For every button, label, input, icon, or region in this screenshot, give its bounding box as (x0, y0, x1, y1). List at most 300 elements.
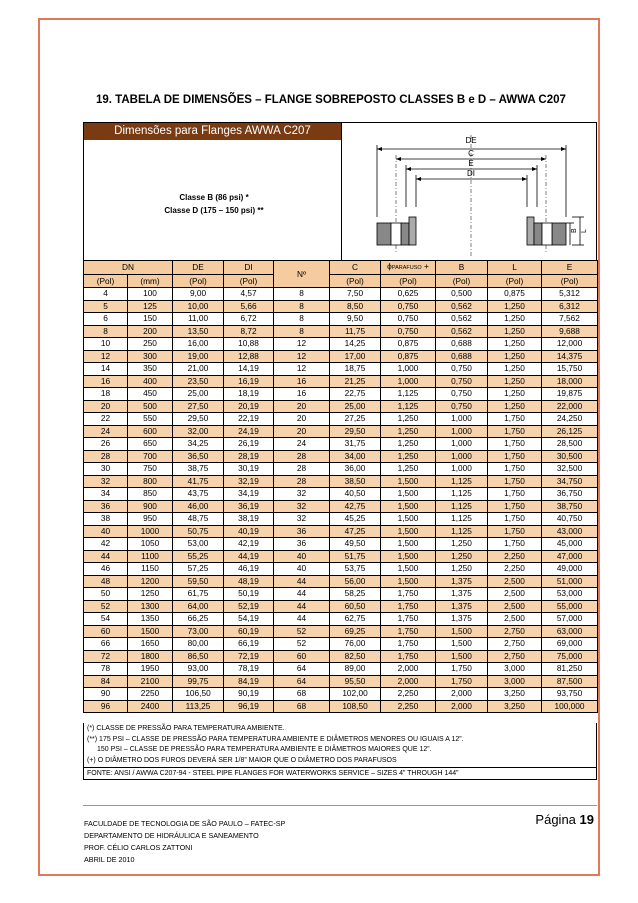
table-cell: 106,50 (173, 688, 224, 701)
table-cell: 11,75 (330, 325, 381, 338)
table-cell: 43,75 (173, 488, 224, 501)
table-row (84, 600, 598, 613)
table-cell: 800 (128, 475, 173, 488)
table-cell: 41,75 (173, 475, 224, 488)
table-cell: 1,250 (488, 300, 542, 313)
table-cell: 1,250 (436, 550, 488, 563)
col-e: E (542, 261, 598, 275)
table-cell: 29,50 (330, 425, 381, 438)
table-cell: 2,500 (488, 613, 542, 626)
table-cell: 86,50 (173, 650, 224, 663)
table-cell: 36,50 (173, 450, 224, 463)
unit-phi: (Pol) (381, 275, 436, 288)
table-cell: 93,750 (542, 688, 598, 701)
table-cell: 2400 (128, 700, 173, 713)
table-row (84, 675, 598, 688)
table-row (84, 663, 598, 676)
table-cell: 24,19 (224, 425, 274, 438)
table-cell: 42 (84, 538, 128, 551)
label-di: DI (467, 169, 475, 178)
table-cell: 14,375 (542, 350, 598, 363)
table-cell: 0,500 (436, 288, 488, 301)
page-label: Página (535, 812, 576, 827)
table-row (84, 700, 598, 713)
table-cell: 22,19 (224, 413, 274, 426)
table-cell: 450 (128, 388, 173, 401)
table-cell: 59,50 (173, 575, 224, 588)
table-cell: 34,00 (330, 450, 381, 463)
table-row (84, 338, 598, 351)
unit-b: (Pol) (436, 275, 488, 288)
table-cell: 96 (84, 700, 128, 713)
table-cell: 0,688 (436, 338, 488, 351)
table-row (84, 463, 598, 476)
table-row (84, 413, 598, 426)
label-b: B (571, 228, 578, 233)
source-note: FONTE: ANSI / AWWA C207-94 - STEEL PIPE FLANGES FOR WATERWORKS SERVICE – SIZES 4” THROUGH 144” (83, 767, 597, 780)
table-cell: 36,19 (224, 500, 274, 513)
table-cell: 25,00 (173, 388, 224, 401)
table-cell: 1,250 (381, 413, 436, 426)
table-cell: 7,50 (330, 288, 381, 301)
table-cell: 53,75 (330, 563, 381, 576)
table-cell: 53,000 (542, 588, 598, 601)
table-cell: 73,00 (173, 625, 224, 638)
table-cell: 96,19 (224, 700, 274, 713)
note-1: (*) CLASSE DE PRESSÃO PARA TEMPERATURA AMBIENTE. (87, 725, 285, 732)
table-cell: 30 (84, 463, 128, 476)
table-row (84, 638, 598, 651)
table-cell: 40,750 (542, 513, 598, 526)
table-row (84, 388, 598, 401)
table-cell: 30,500 (542, 450, 598, 463)
table-cell: 1050 (128, 538, 173, 551)
table-cell: 1,750 (381, 588, 436, 601)
table-cell: 44,19 (224, 550, 274, 563)
note-4: (+) O DIÂMETRO DOS FUROS DEVERÁ SER 1/8” MAIOR QUE O DIÂMETRO DOS PARAFUSOS (87, 756, 397, 764)
table-cell: 1800 (128, 650, 173, 663)
table-row (84, 613, 598, 626)
table-cell: 1150 (128, 563, 173, 576)
table-cell: 28 (274, 475, 330, 488)
table-cell: 34,750 (542, 475, 598, 488)
table-cell: 1,750 (488, 525, 542, 538)
unit-di: (Pol) (224, 275, 274, 288)
table-cell: 600 (128, 425, 173, 438)
class-d-label: Classe D (175 – 150 psi) ** (164, 206, 264, 215)
table-cell: 49,50 (330, 538, 381, 551)
table-cell: 68 (274, 700, 330, 713)
table-cell: 400 (128, 375, 173, 388)
table-cell: 0,750 (381, 325, 436, 338)
table-cell: 19,00 (173, 350, 224, 363)
table-cell: 22,000 (542, 400, 598, 413)
table-cell: 28 (274, 463, 330, 476)
table-cell: 350 (128, 363, 173, 376)
col-l: L (488, 261, 542, 275)
table-cell: 46,00 (173, 500, 224, 513)
table-cell: 1,125 (436, 513, 488, 526)
table-cell: 1,500 (381, 475, 436, 488)
table-cell: 26 (84, 438, 128, 451)
table-cell: 1,250 (488, 400, 542, 413)
table-row (84, 375, 598, 388)
table-cell: 8,50 (330, 300, 381, 313)
table-cell: 1,250 (381, 450, 436, 463)
table-cell: 4 (84, 288, 128, 301)
table-unit-row (84, 275, 598, 288)
page-number (535, 812, 594, 827)
table-cell: 72 (84, 650, 128, 663)
table-cell: 10,00 (173, 300, 224, 313)
table-cell: 26,125 (542, 425, 598, 438)
table-cell: 78 (84, 663, 128, 676)
table-cell: 1,000 (436, 413, 488, 426)
table-cell: 1,750 (488, 475, 542, 488)
table-cell: 28,19 (224, 450, 274, 463)
table-cell: 0,750 (381, 300, 436, 313)
table-cell: 48,19 (224, 575, 274, 588)
table-cell: 62,75 (330, 613, 381, 626)
table-cell: 1,125 (436, 525, 488, 538)
table-cell: 44 (274, 588, 330, 601)
unit-dn-pol: (Pol) (84, 275, 128, 288)
label-l: L (581, 229, 588, 233)
col-phi (381, 261, 436, 275)
table-cell: 1,250 (488, 313, 542, 326)
table-cell: 14 (84, 363, 128, 376)
table-cell: 0,750 (436, 363, 488, 376)
table-cell: 1,125 (436, 475, 488, 488)
table-cell: 26,19 (224, 438, 274, 451)
table-cell: 1,250 (488, 338, 542, 351)
footer-date: ABRIL DE 2010 (84, 855, 135, 864)
diagram-panel (83, 122, 597, 260)
table-cell: 0,625 (381, 288, 436, 301)
table-cell: 84,19 (224, 675, 274, 688)
table-cell: 32,00 (173, 425, 224, 438)
table-cell: 52 (274, 625, 330, 638)
table-cell: 80,00 (173, 638, 224, 651)
table-cell: 12 (274, 338, 330, 351)
table-cell: 1300 (128, 600, 173, 613)
table-cell: 1,750 (488, 538, 542, 551)
table-cell: 55,25 (173, 550, 224, 563)
table-cell: 44 (274, 600, 330, 613)
table-cell: 18,75 (330, 363, 381, 376)
table-cell: 1,000 (436, 463, 488, 476)
table-cell: 1,250 (381, 463, 436, 476)
table-cell: 40 (274, 563, 330, 576)
table-cell: 40,50 (330, 488, 381, 501)
table-cell: 52 (84, 600, 128, 613)
table-cell: 8 (274, 288, 330, 301)
table-cell: 1,500 (381, 525, 436, 538)
table-cell: 1250 (128, 588, 173, 601)
table-cell: 46 (84, 563, 128, 576)
table-cell: 48 (84, 575, 128, 588)
table-cell: 1,500 (381, 563, 436, 576)
table-cell: 1,750 (381, 650, 436, 663)
table-cell: 2,750 (488, 638, 542, 651)
dimensions-table (83, 260, 598, 713)
table-cell: 19,875 (542, 388, 598, 401)
table-row (84, 588, 598, 601)
table-cell: 36,750 (542, 488, 598, 501)
table-cell: 100,000 (542, 700, 598, 713)
table-cell: 40 (84, 525, 128, 538)
table-cell: 0,875 (381, 338, 436, 351)
table-row (84, 325, 598, 338)
table-cell: 76,00 (330, 638, 381, 651)
table-cell: 16 (274, 375, 330, 388)
table-cell: 2,500 (488, 588, 542, 601)
table-cell: 750 (128, 463, 173, 476)
table-cell: 1,125 (381, 388, 436, 401)
table-cell: 2250 (128, 688, 173, 701)
table-cell: 90,19 (224, 688, 274, 701)
table-cell: 40,19 (224, 525, 274, 538)
table-cell: 20 (274, 413, 330, 426)
table-cell: 13,50 (173, 325, 224, 338)
col-de: DE (173, 261, 224, 275)
table-cell: 1,250 (381, 438, 436, 451)
table-cell: 44 (274, 613, 330, 626)
col-c: C (330, 261, 381, 275)
table-row (84, 488, 598, 501)
table-row (84, 525, 598, 538)
table-cell: 12 (274, 350, 330, 363)
table-row (84, 450, 598, 463)
table-cell: 30,19 (224, 463, 274, 476)
table-cell: 2,250 (381, 688, 436, 701)
table-cell: 75,000 (542, 650, 598, 663)
table-cell: 2,000 (436, 700, 488, 713)
table-cell: 2,000 (381, 675, 436, 688)
table-cell: 3,250 (488, 688, 542, 701)
table-cell: 2,500 (488, 600, 542, 613)
table-row (84, 475, 598, 488)
table-cell: 20 (274, 425, 330, 438)
table-cell: 7,562 (542, 313, 598, 326)
table-cell: 50,19 (224, 588, 274, 601)
table-cell: 1,750 (436, 675, 488, 688)
table-cell: 64 (274, 675, 330, 688)
table-cell: 0,750 (436, 400, 488, 413)
class-legend (84, 191, 344, 217)
table-cell: 69,000 (542, 638, 598, 651)
table-row (84, 513, 598, 526)
table-cell: 24 (274, 438, 330, 451)
footer-department: DEPARTAMENTO DE HIDRÁULICA E SANEAMENTO (84, 831, 259, 840)
table-cell: 1,750 (488, 425, 542, 438)
table-cell: 20,19 (224, 400, 274, 413)
table-cell: 1,500 (436, 625, 488, 638)
page-title: 19. TABELA DE DIMENSÕES – FLANGE SOBREPOSTO CLASSES B e D – AWWA C207 (96, 94, 566, 106)
table-row (84, 400, 598, 413)
page-number-value: 19 (579, 812, 594, 827)
label-de: DE (465, 136, 477, 145)
table-cell: 1,375 (436, 575, 488, 588)
table-cell: 1,500 (381, 488, 436, 501)
table-cell: 48,75 (173, 513, 224, 526)
footer-institution: FACULDADE DE TECNOLOGIA DE SÃO PAULO – FATEC-SP (84, 819, 286, 828)
table-cell: 2,750 (488, 650, 542, 663)
col-n: Nº (274, 261, 330, 288)
footer-divider (83, 805, 597, 806)
table-row (84, 300, 598, 313)
table-cell: 500 (128, 400, 173, 413)
table-cell: 250 (128, 338, 173, 351)
table-row (84, 688, 598, 701)
table-cell: 5,66 (224, 300, 274, 313)
table-cell: 40 (274, 550, 330, 563)
phi-plus: + (421, 261, 429, 271)
table-cell: 51,000 (542, 575, 598, 588)
table-cell: 18 (84, 388, 128, 401)
table-cell: 14,25 (330, 338, 381, 351)
table-cell: 32 (274, 488, 330, 501)
table-cell: 850 (128, 488, 173, 501)
table-cell: 1950 (128, 663, 173, 676)
table-row (84, 538, 598, 551)
flange-diagram (344, 125, 596, 259)
table-cell: 45,25 (330, 513, 381, 526)
table-cell: 54,19 (224, 613, 274, 626)
table-cell: 1,500 (381, 575, 436, 588)
table-cell: 1,500 (436, 650, 488, 663)
table-cell: 61,75 (173, 588, 224, 601)
table-cell: 24 (84, 425, 128, 438)
table-cell: 1,500 (381, 538, 436, 551)
table-cell: 36 (84, 500, 128, 513)
table-cell: 2,250 (381, 700, 436, 713)
table-cell: 1,500 (381, 550, 436, 563)
table-cell: 1,000 (436, 425, 488, 438)
table-cell: 2,750 (488, 625, 542, 638)
table-cell: 8 (274, 300, 330, 313)
table-row (84, 313, 598, 326)
table-cell: 0,562 (436, 325, 488, 338)
table-cell: 1,250 (488, 388, 542, 401)
table-cell: 8 (84, 325, 128, 338)
table-cell: 1,750 (436, 663, 488, 676)
table-cell: 9,688 (542, 325, 598, 338)
table-cell: 60 (84, 625, 128, 638)
table-cell: 3,000 (488, 675, 542, 688)
table-cell: 34 (84, 488, 128, 501)
table-cell: 63,000 (542, 625, 598, 638)
table-cell: 1,000 (381, 363, 436, 376)
table-cell: 1,375 (436, 600, 488, 613)
table-cell: 32,19 (224, 475, 274, 488)
table-cell: 25,00 (330, 400, 381, 413)
table-cell: 42,19 (224, 538, 274, 551)
table-cell: 100 (128, 288, 173, 301)
table-cell: 12,88 (224, 350, 274, 363)
table-cell: 1,750 (488, 500, 542, 513)
table-cell: 650 (128, 438, 173, 451)
table-cell: 47,000 (542, 550, 598, 563)
table-cell: 55,000 (542, 600, 598, 613)
table-cell: 64,00 (173, 600, 224, 613)
table-cell: 66,19 (224, 638, 274, 651)
panel-header: Dimensões para Flanges AWWA C207 (84, 123, 341, 140)
table-cell: 16,00 (173, 338, 224, 351)
table-cell: 27,25 (330, 413, 381, 426)
table-cell: 108,50 (330, 700, 381, 713)
table-cell: 95,50 (330, 675, 381, 688)
table-cell: 16,19 (224, 375, 274, 388)
table-row (84, 363, 598, 376)
table-cell: 2,250 (488, 550, 542, 563)
table-cell: 24,250 (542, 413, 598, 426)
table-cell: 1,750 (488, 463, 542, 476)
table-cell: 1,125 (381, 400, 436, 413)
table-cell: 81,250 (542, 663, 598, 676)
table-cell: 12,000 (542, 338, 598, 351)
table-cell: 17,00 (330, 350, 381, 363)
table-cell: 84 (84, 675, 128, 688)
table-cell: 1,750 (488, 513, 542, 526)
table-cell: 1350 (128, 613, 173, 626)
table-cell: 14,19 (224, 363, 274, 376)
table-cell: 1,750 (381, 638, 436, 651)
table-cell: 52,19 (224, 600, 274, 613)
table-cell: 90 (84, 688, 128, 701)
table-cell: 6,72 (224, 313, 274, 326)
table-cell: 1,250 (436, 538, 488, 551)
table-cell: 2100 (128, 675, 173, 688)
table-row (84, 288, 598, 301)
table-cell: 2,000 (436, 688, 488, 701)
table-cell: 60 (274, 650, 330, 663)
table-cell: 51,75 (330, 550, 381, 563)
table-cell: 2,000 (381, 663, 436, 676)
unit-de: (Pol) (173, 275, 224, 288)
table-cell: 1,750 (488, 438, 542, 451)
col-dn: DN (84, 261, 173, 275)
table-cell: 18,19 (224, 388, 274, 401)
table-cell: 1,125 (436, 500, 488, 513)
table-cell: 57,000 (542, 613, 598, 626)
col-di: DI (224, 261, 274, 275)
table-cell: 31,75 (330, 438, 381, 451)
table-row (84, 625, 598, 638)
footer-professor: PROF. CÉLIO CARLOS ZATTONI (84, 843, 193, 852)
table-cell: 12 (274, 363, 330, 376)
table-cell: 32 (274, 513, 330, 526)
table-cell: 15,750 (542, 363, 598, 376)
table-cell: 0,750 (436, 388, 488, 401)
table-cell: 99,75 (173, 675, 224, 688)
table-cell: 5 (84, 300, 128, 313)
table-cell: 20 (84, 400, 128, 413)
table-cell: 0,562 (436, 300, 488, 313)
table-cell: 69,25 (330, 625, 381, 638)
table-cell: 0,875 (381, 350, 436, 363)
table-cell: 12 (84, 350, 128, 363)
table-cell: 29,50 (173, 413, 224, 426)
table-cell: 300 (128, 350, 173, 363)
table-cell: 1200 (128, 575, 173, 588)
table-cell: 89,00 (330, 663, 381, 676)
unit-l: (Pol) (488, 275, 542, 288)
table-cell: 1,750 (488, 413, 542, 426)
note-2: (**) 175 PSI – CLASSE DE PRESSÃO PARA TEMPERATURA AMBIENTE E DIÂMETROS MENORES OU IGUAIS A 12”. (87, 735, 464, 743)
table-cell: 18,000 (542, 375, 598, 388)
table-cell: 125 (128, 300, 173, 313)
